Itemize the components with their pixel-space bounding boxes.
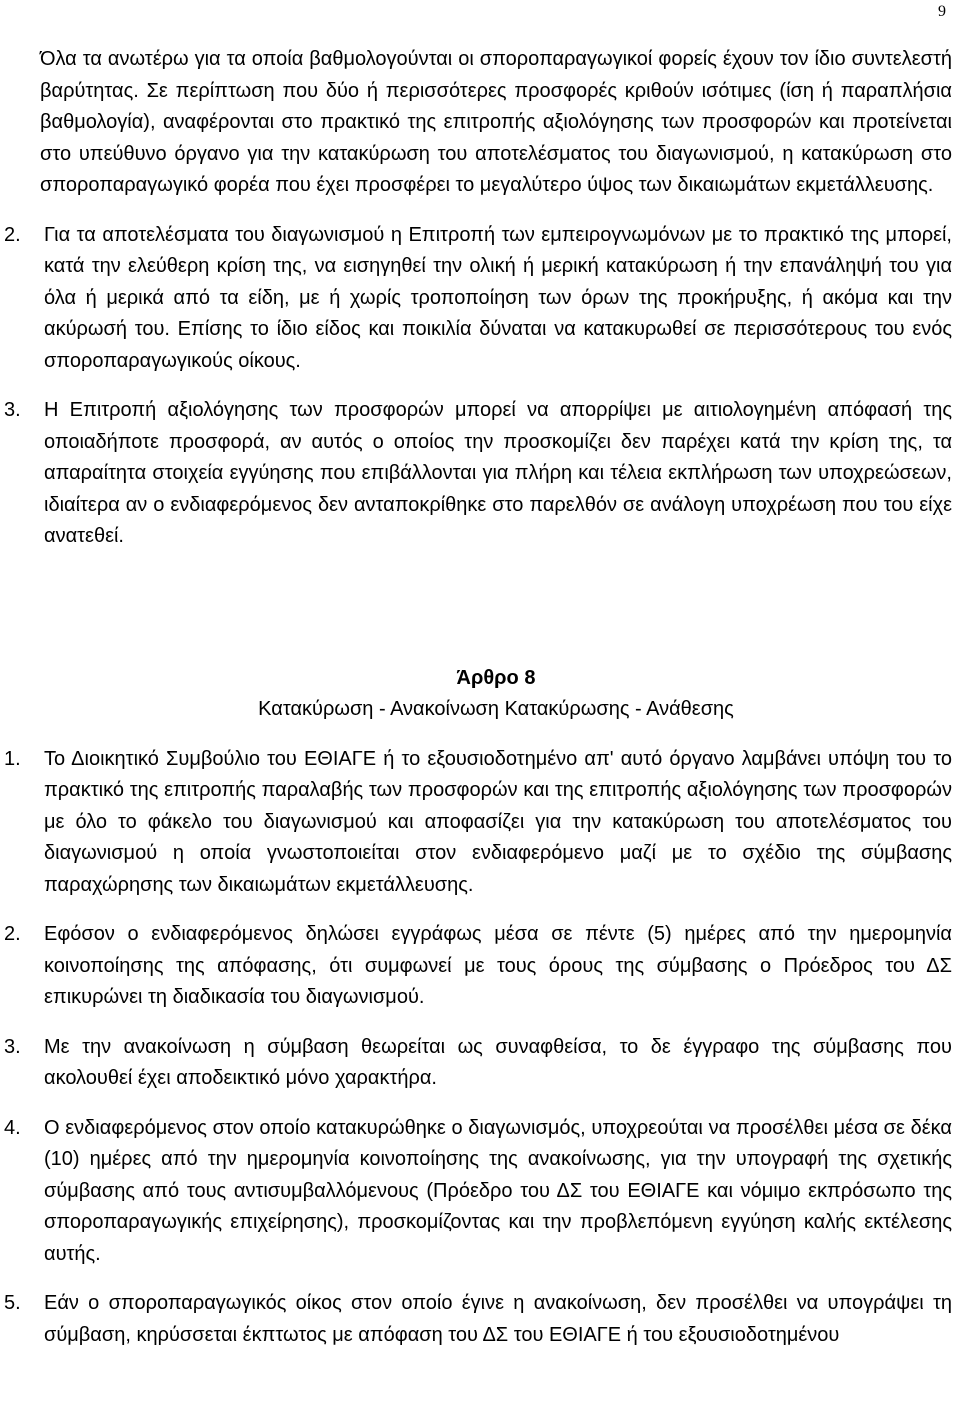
- list-item-a2: [4, 220, 952, 378]
- item-number: 5.: [4, 1292, 21, 1314]
- list-item-a3: [4, 395, 952, 553]
- item-number: 1.: [4, 747, 21, 770]
- list-item-b5: [4, 1288, 952, 1351]
- article-heading: [40, 663, 952, 726]
- item-text: Ο ενδιαφερόμενος στον οποίο κατακυρώθηκε ο διαγωνισμός, υποχρεούται να προσέλθει μέσα σε δέκα (10) ημέρες από την ημερομηνία κοινοποίησης της ανακοίνωσης, για την υπογραφή της σχετικής σύμβασης από τους αντισυμβαλλόμενους (Πρόεδρο του ΔΣ του ΕΘΙΑΓΕ και νόμιμο εκπρόσωπο της σποροπαραγωγικής επιχείρησης), προσκομίζοντας και την προβλεπόμενη εγγύηση καλής εκτέλεσης αυτής.: [44, 1116, 952, 1265]
- item-number: 2.: [4, 923, 21, 945]
- article-title: Άρθρο 8: [456, 666, 536, 689]
- list-item-b1: [4, 744, 952, 902]
- item-number: 3.: [4, 1035, 21, 1058]
- item-text: Με την ανακοίνωση η σύμβαση θεωρείται ως συναφθείσα, το δε έγγραφο της σύμβασης που ακολουθεί έχει αποδεικτικό μόνο χαρακτήρα.: [44, 1035, 952, 1089]
- item-text: Εάν ο σποροπαραγωγικός οίκος στον οποίο έγινε η ανακοίνωση, δεν προσέλθει να υπογράψει τη σύμβαση, κηρύσσεται έκπτωτος με απόφαση του ΔΣ του ΕΘΙΑΓΕ ή του εξουσιοδοτημένου: [44, 1292, 952, 1346]
- item-text: Η Επιτροπή αξιολόγησης των προσφορών μπορεί να απορρίψει με αιτιολογημένη απόφασή της οποιαδήποτε προσφορά, αν αυτός ο οποίος την προσκομίζει δεν παρέχει κατά την κρίση της, τα απαραίτητα στοιχεία εγγύησης που επιβάλλονται για πλήρη και τέλεια εκπλήρωση των υποχρεώσεων, ιδιαίτερα αν ο ενδιαφερόμενος δεν ανταποκρίθηκε στο παρελθόν σε ανάλογη υποχρέωση που του είχε ανατεθεί.: [44, 399, 952, 547]
- item-text: Για τα αποτελέσματα του διαγωνισμού η Επιτροπή των εμπειρογνωμόνων με το πρακτικό της μπορεί, κατά την ελεύθερη κρίση της, να εισηγηθεί την ολική ή μερική κατακύρωση ή την επανάληψή του για όλα ή μερικά από τα είδη, με ή χωρίς τροποποίηση των όρων της προκήρυξης, ή ακόμα και την ακύρωσή του. Επίσης το ίδιο είδος και ποικιλία δύναται να κατακυρωθεί σε περισσότερους του ενός σποροπαραγωγικούς οίκους.: [44, 223, 952, 372]
- page-number: 9: [938, 3, 946, 20]
- document-body: [4, 44, 952, 1351]
- article-subtitle: Κατακύρωση - Ανακοίνωση Κατακύρωσης - Ανάθεσης: [258, 698, 734, 720]
- item-text: Εφόσον ο ενδιαφερόμενος δηλώσει εγγράφως μέσα σε πέντε (5) ημέρες από την ημερομηνία κοινοποίησης της απόφασης, ότι συμφωνεί με τους όρους της σύμβασης ο Πρόεδρος του ΔΣ επικυρώνει τη διαδικασία του διαγωνισμού.: [44, 923, 952, 1008]
- intro-paragraph: Όλα τα ανωτέρω για τα οποία βαθμολογούνται οι σποροπαραγωγικοί φορείς έχουν τον ίδιο συντελεστή βαρύτητας. Σε περίπτωση που δύο ή περισσότερες προσφορές κριθούν ισότιμες (ίση ή παραπλήσια βαθμολογία), αναφέρονται στο πρακτικό της επιτροπής αξιολόγησης των προσφορών και προτείνεται στο υπεύθυνο όργανο για την κατακύρωση του αποτελέσματος του διαγωνισμού, η κατακύρωση στο σποροπαραγωγικό φορέα που έχει προσφέρει το μεγαλύτερο ύψος των δικαιωμάτων εκμετάλλευσης.: [40, 48, 952, 196]
- item-number: 3.: [4, 399, 21, 421]
- list-item-b3: [4, 1032, 952, 1095]
- item-text: Το Διοικητικό Συμβούλιο του ΕΘΙΑΓΕ ή το εξουσιοδοτημένο απ' αυτό όργανο λαμβάνει υπόψη του το πρακτικό της επιτροπής παραλαβής των προσφορών και της επιτροπής αξιολόγησης των προσφορών με όλο το φάκελο του διαγωνισμού και αποφασίζει για την κατακύρωση του αποτελέσματος του διαγωνισμού η οποία γνωστοποιείται στον ενδιαφερόμενο μαζί με το σχέδιο της σύμβασης παραχώρησης των δικαιωμάτων εκμετάλλευσης.: [44, 747, 952, 896]
- item-number: 2.: [4, 223, 21, 246]
- list-item-b2: [4, 919, 952, 1014]
- list-item-b4: [4, 1113, 952, 1271]
- item-number: 4.: [4, 1116, 21, 1139]
